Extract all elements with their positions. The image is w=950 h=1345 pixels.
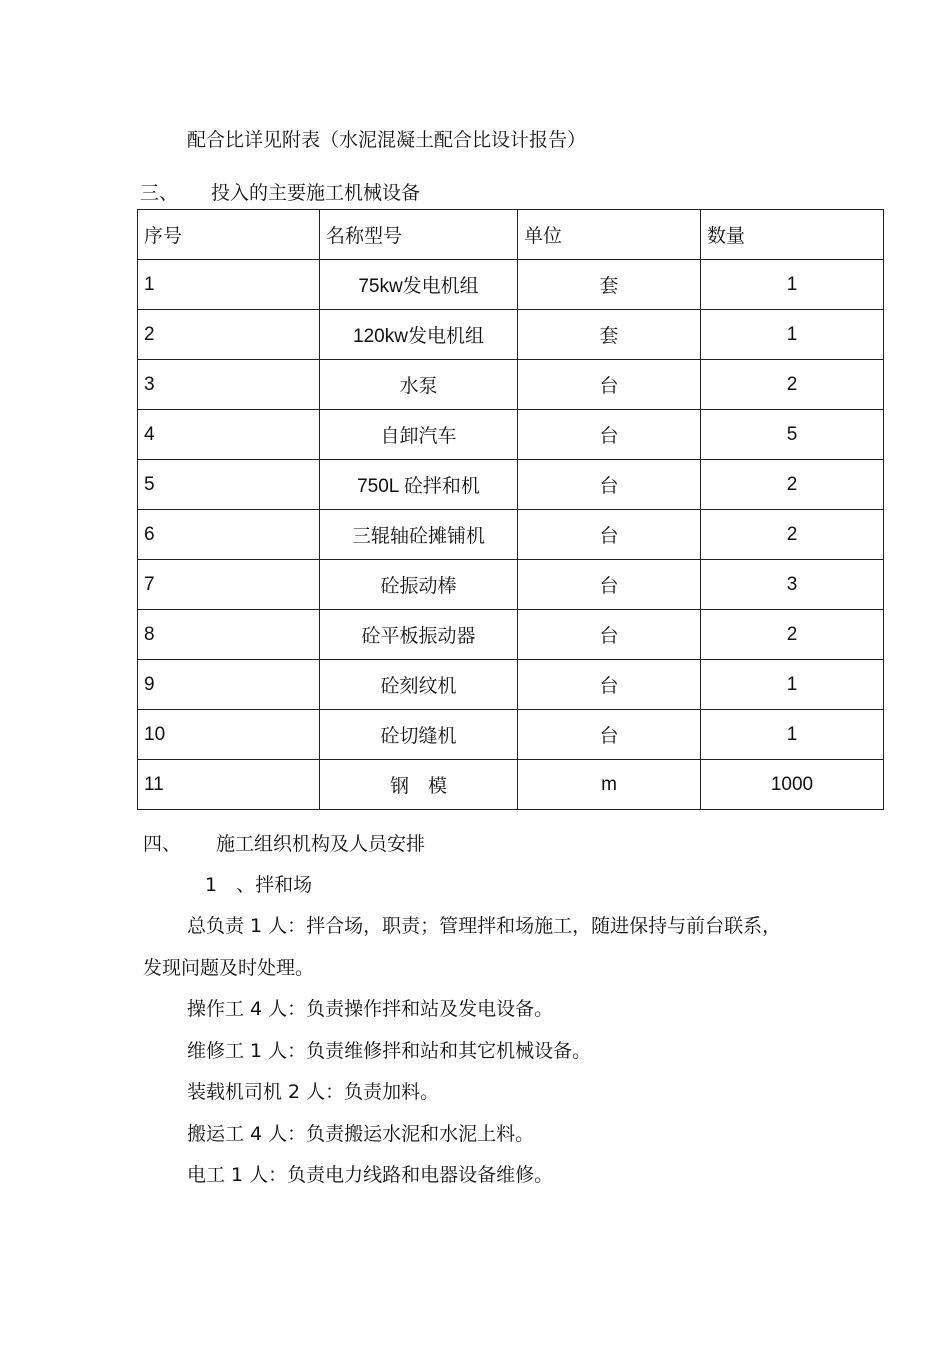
header-cell-name: 名称型号 [320, 210, 518, 260]
cell-number: 3 [138, 360, 320, 410]
paragraph-maintenance: 维修工 1 人：负责维修拌和站和其它机械设备。 [187, 1040, 592, 1062]
cell-unit: 台 [518, 360, 701, 410]
cell-name: 120kw发电机组 [320, 310, 518, 360]
table-row [138, 460, 884, 510]
cell-name: 水泵 [320, 360, 518, 410]
table-row [138, 660, 884, 710]
table-row [138, 260, 884, 310]
cell-unit: 台 [518, 410, 701, 460]
cell-unit: 台 [518, 560, 701, 610]
cell-number: 7 [138, 560, 320, 610]
cell-name: 750L 砼拌和机 [320, 460, 518, 510]
header-cell-unit: 单位 [518, 210, 701, 260]
cell-number: 6 [138, 510, 320, 560]
section-4-heading [143, 832, 425, 856]
cell-name: 砼平板振动器 [320, 610, 518, 660]
paragraph-operators: 操作工 4 人：负责操作拌和站及发电设备。 [187, 998, 554, 1020]
table-row [138, 560, 884, 610]
cell-unit: m [518, 760, 701, 810]
cell-number: 10 [138, 710, 320, 760]
cell-name: 砼刻纹机 [320, 660, 518, 710]
cell-unit: 套 [518, 260, 701, 310]
cell-unit: 套 [518, 310, 701, 360]
table-row [138, 760, 884, 810]
cell-name: 砼切缝机 [320, 710, 518, 760]
cell-number: 9 [138, 660, 320, 710]
cell-quantity: 3 [701, 560, 884, 610]
table-row [138, 710, 884, 760]
table-row [138, 360, 884, 410]
cell-name: 三辊轴砼摊铺机 [320, 510, 518, 560]
cell-quantity: 2 [701, 460, 884, 510]
section-4-number: 四、 [143, 833, 182, 855]
cell-name: 自卸汽车 [320, 410, 518, 460]
cell-quantity: 2 [701, 360, 884, 410]
cell-quantity: 1 [701, 660, 884, 710]
header-cell-quantity: 数量 [701, 210, 884, 260]
cell-number: 1 [138, 260, 320, 310]
cell-unit: 台 [518, 460, 701, 510]
section-3-title: 投入的主要施工机械设备 [211, 182, 421, 204]
section-3-number: 三、 [140, 182, 179, 204]
equipment-table [137, 209, 884, 810]
table-row [138, 410, 884, 460]
section-3-heading [140, 181, 420, 205]
table-row [138, 510, 884, 560]
header-cell-number: 序号 [138, 210, 320, 260]
cell-number: 2 [138, 310, 320, 360]
cell-quantity: 2 [701, 610, 884, 660]
cell-number: 4 [138, 410, 320, 460]
table-row [138, 610, 884, 660]
cell-name: 75kw发电机组 [320, 260, 518, 310]
cell-number: 5 [138, 460, 320, 510]
cell-unit: 台 [518, 710, 701, 760]
paragraph-electrician: 电工 1 人：负责电力线路和电器设备维修。 [187, 1164, 554, 1186]
table-header-row [138, 210, 884, 260]
subsection-mixing-plant: 1 、拌和场 [205, 874, 313, 896]
cell-quantity: 2 [701, 510, 884, 560]
cell-quantity: 1 [701, 260, 884, 310]
section-4-title: 施工组织机构及人员安排 [216, 833, 426, 855]
cell-quantity: 1 [701, 710, 884, 760]
cell-name: 砼振动棒 [320, 560, 518, 610]
cell-unit: 台 [518, 660, 701, 710]
paragraph-loader-driver: 装载机司机 2 人：负责加料。 [187, 1081, 440, 1103]
cell-number: 8 [138, 610, 320, 660]
cell-quantity: 1000 [701, 760, 884, 810]
paragraph-porters: 搬运工 4 人：负责搬运水泥和水泥上料。 [187, 1123, 535, 1145]
cell-quantity: 5 [701, 410, 884, 460]
cell-number: 11 [138, 760, 320, 810]
paragraph-general-manager-line1: 总负责 1 人：拌合场，职责；管理拌和场施工，随进保持与前台联系， [187, 915, 782, 937]
cell-name: 钢 模 [320, 760, 518, 810]
intro-text: 配合比详见附表（水泥混凝土配合比设计报告） [187, 129, 587, 151]
table-row [138, 310, 884, 360]
cell-quantity: 1 [701, 310, 884, 360]
cell-unit: 台 [518, 510, 701, 560]
cell-unit: 台 [518, 610, 701, 660]
paragraph-general-manager-line2: 发现问题及时处理。 [143, 957, 315, 979]
